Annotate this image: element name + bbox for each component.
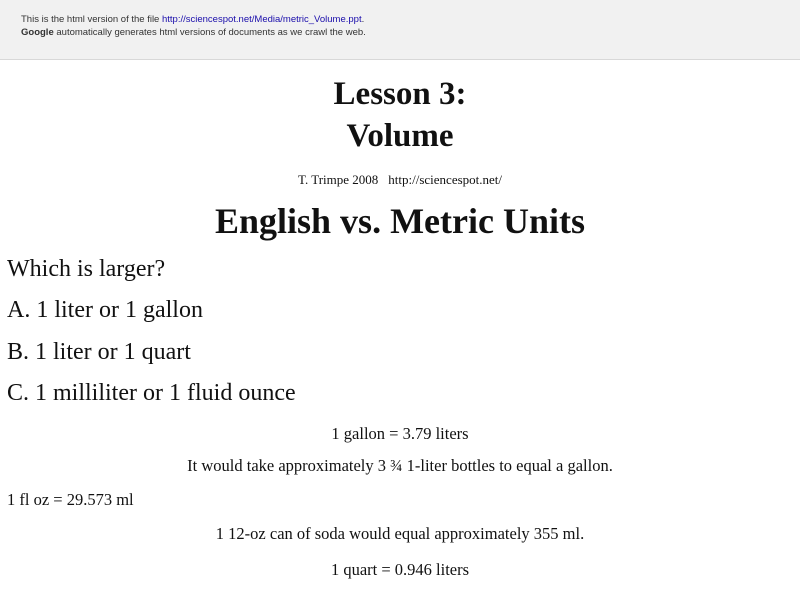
note-bottles: It would take approximately 3 ¾ 1-liter bottles to equal a gallon.: [187, 456, 613, 475]
author-line: [0, 172, 800, 188]
lesson-subtitle: Volume: [346, 118, 454, 154]
cache-banner-note: automatically generates html versions of documents as we crawl the web.: [53, 27, 366, 38]
note-gallon: 1 gallon = 3.79 liters: [331, 424, 469, 443]
cache-banner-suffix: .: [361, 14, 365, 25]
google-brand: Google: [21, 27, 54, 38]
source-file-link[interactable]: http://sciencespot.net/Media/metric_Volume.ppt: [161, 14, 362, 25]
author-url: http://sciencespot.net/: [388, 172, 503, 187]
question-prompt: Which is larger?: [7, 256, 166, 282]
question-b: B. 1 liter or 1 quart: [7, 339, 191, 365]
section-heading: English vs. Metric Units: [214, 201, 585, 241]
note-quart: 1 quart = 0.946 liters: [330, 560, 470, 579]
question-a: A. 1 liter or 1 gallon: [7, 297, 203, 323]
question-c: C. 1 milliliter or 1 fluid ounce: [7, 380, 296, 406]
lesson-title: Lesson 3:: [333, 76, 467, 112]
author-name: T. Trimpe 2008: [297, 172, 379, 187]
cache-banner-prefix: This is the html version of the file: [21, 14, 162, 25]
note-fluid-ounce: 1 fl oz = 29.573 ml: [7, 490, 134, 509]
note-soda-can: 1 12-oz can of soda would equal approximately 355 ml.: [215, 524, 585, 543]
